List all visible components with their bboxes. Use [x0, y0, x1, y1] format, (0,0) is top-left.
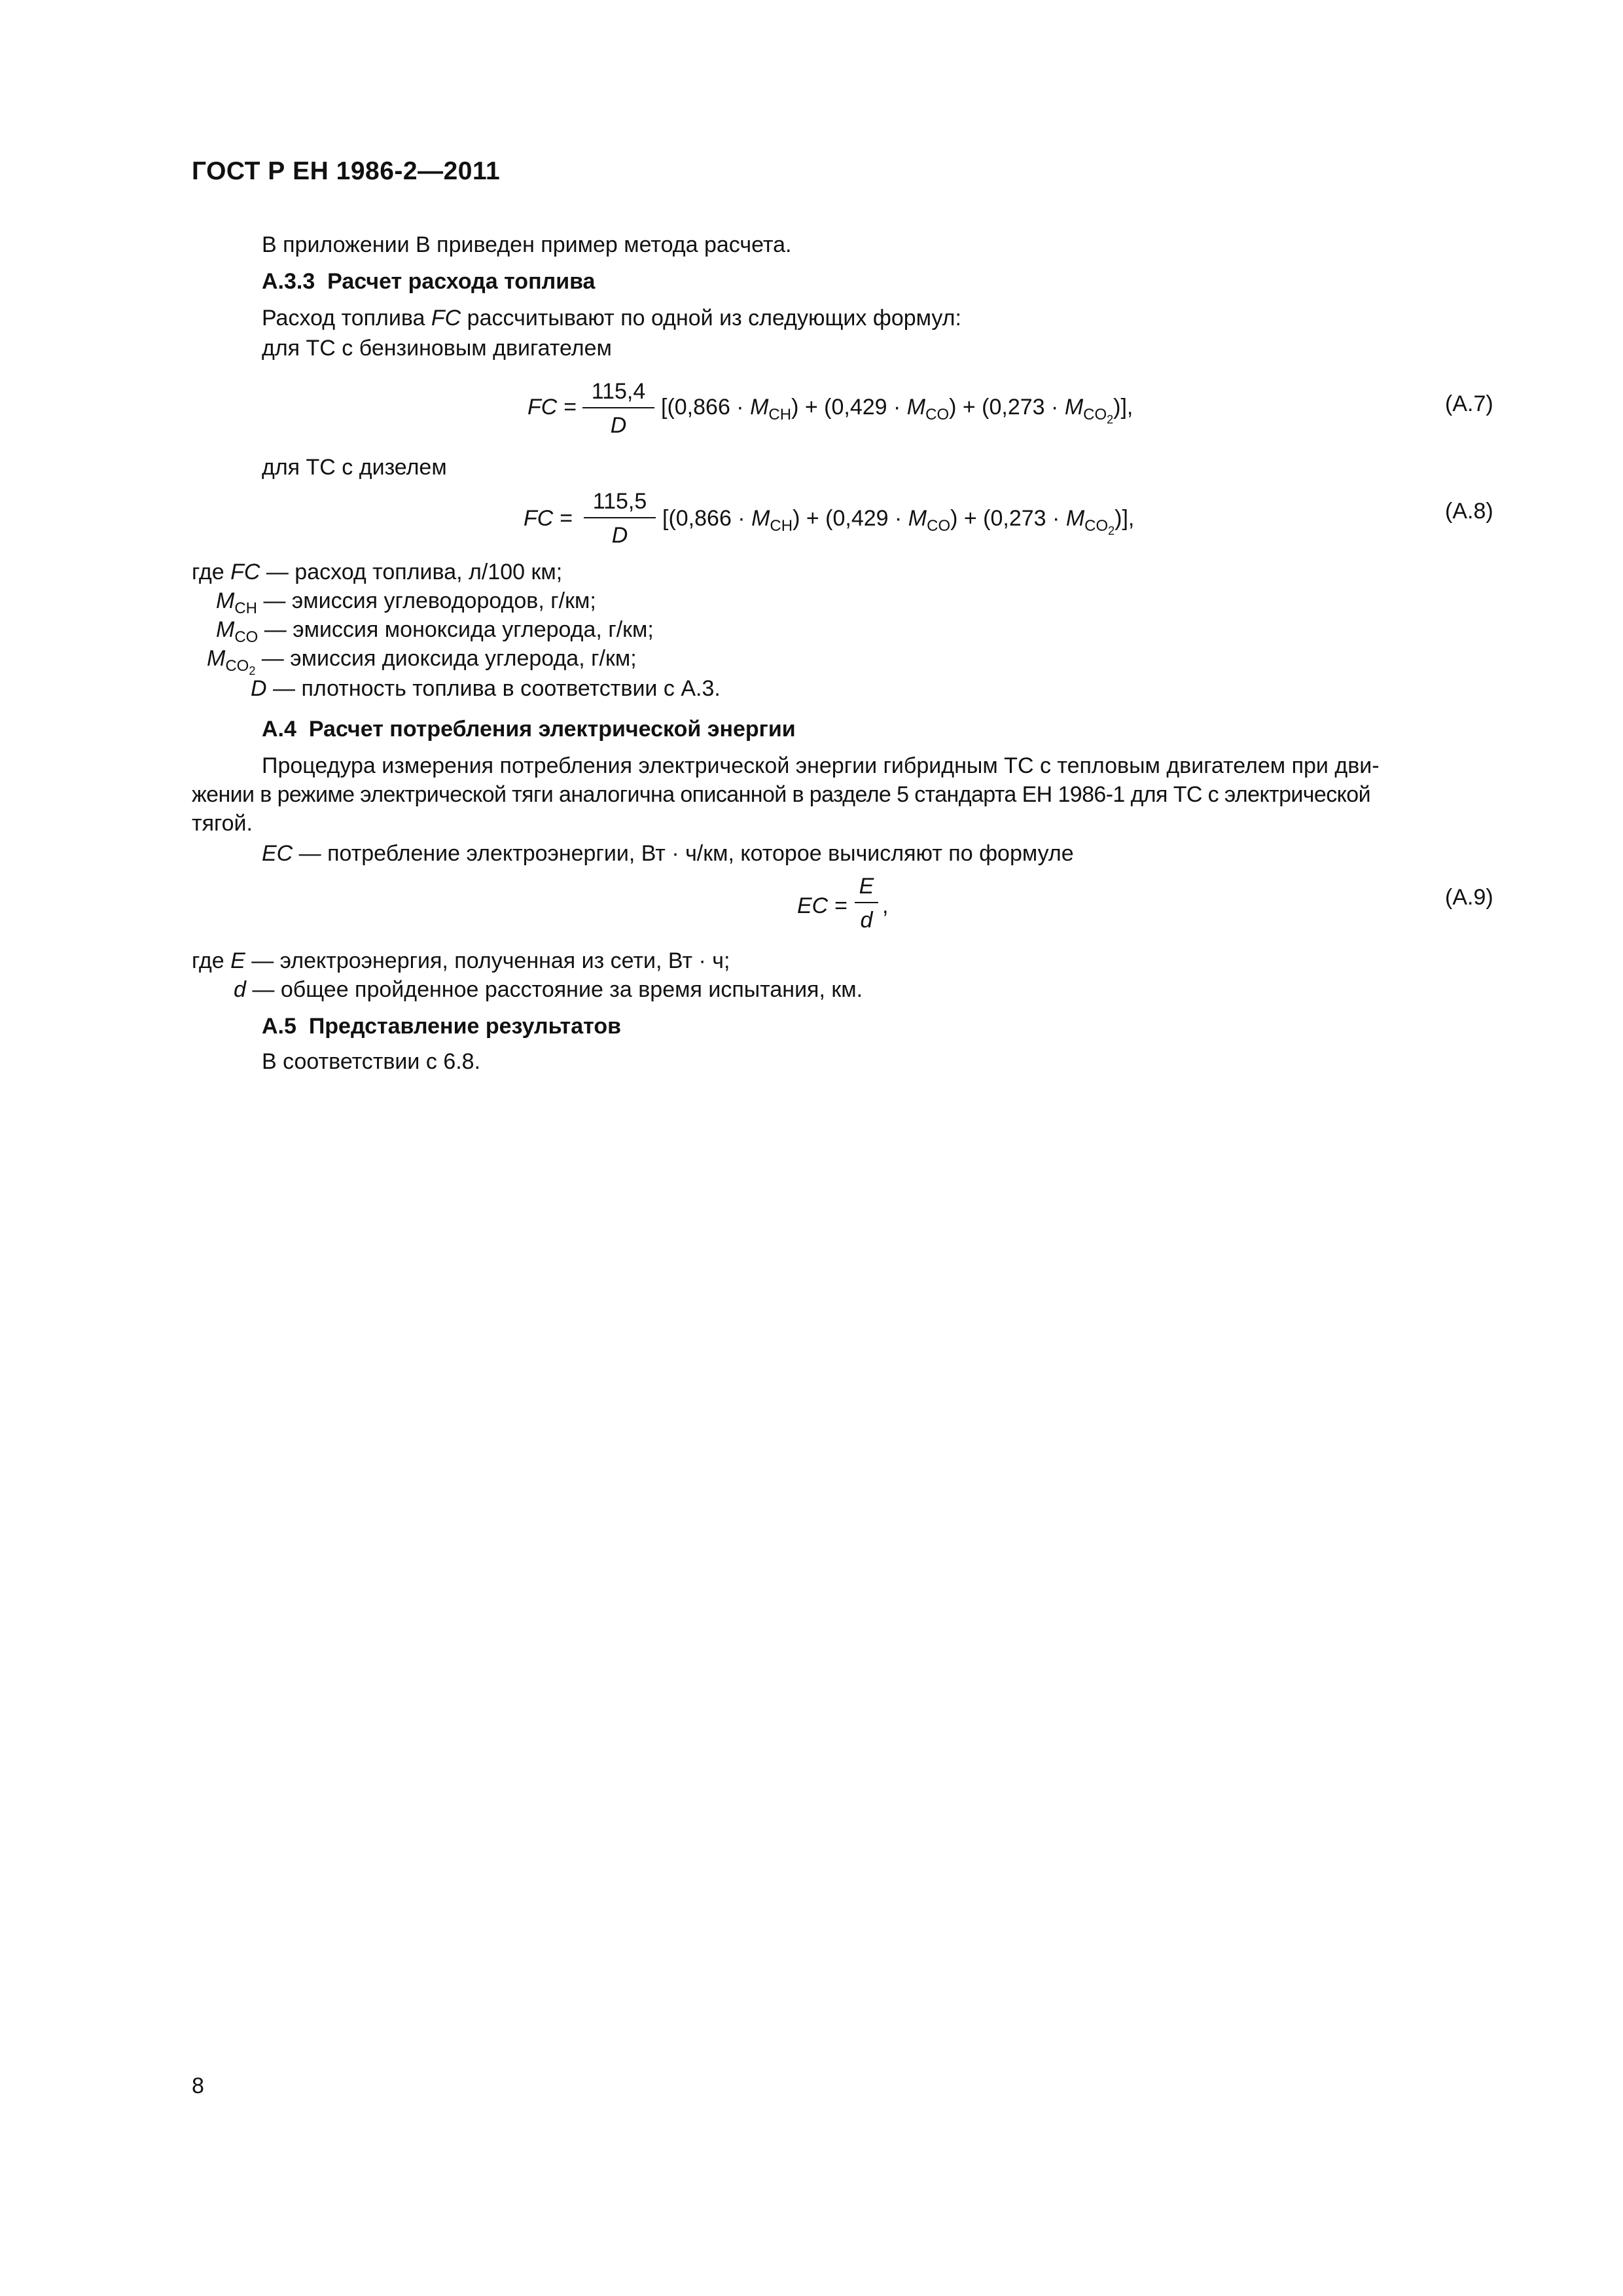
- section-title: Расчет расхода топлива: [327, 269, 596, 294]
- legend-mch: $M_{CH}$ — эмиссия углеводородов, г/км;: [216, 588, 596, 617]
- a5-text: В соответствии с 6.8.: [262, 1049, 481, 1074]
- a4-paragraph-line2: жении в режиме электрической тяги аналогична описанной в разделе 5 стандарта ЕН 1986-1 для ТС с электрической: [192, 782, 1370, 807]
- section-number: А.5: [262, 1014, 296, 1039]
- formula-fraction: E d: [855, 873, 878, 933]
- section-number: А.3.3: [262, 269, 315, 294]
- legend-mco2: $M_{CO_2}$ — эмиссия диоксида углерода, г/км;: [207, 646, 637, 677]
- formula-fraction: 115,5 D: [584, 488, 656, 548]
- formula-lhs: FC =: [524, 506, 573, 531]
- formula-trail: ,: [882, 893, 889, 918]
- section-title: Расчет потребления электрической энергии: [308, 717, 796, 742]
- formula-fraction: 115,4 D: [582, 378, 654, 439]
- equation-number: (А.7): [1445, 391, 1493, 416]
- formula-lhs: EC =: [797, 893, 847, 918]
- petrol-label: для ТС с бензиновым двигателем: [262, 336, 612, 361]
- ec-definition-line: EC — потребление электроэнергии, Вт · ч/км, которое вычисляют по формуле: [262, 841, 1074, 866]
- legend-e: где E — электроэнергия, полученная из сети, Вт · ч;: [192, 948, 730, 973]
- a4-paragraph-line3: тягой.: [192, 811, 253, 836]
- legend-fc: где FC — расход топлива, л/100 км;: [192, 560, 563, 584]
- a4-paragraph-line1: Процедура измерения потребления электрической энергии гибридным ТС с тепловым двигателем при дви-: [262, 753, 1380, 778]
- diesel-label: для ТС с дизелем: [262, 455, 447, 480]
- legend-d: D — плотность топлива в соответствии с А.3.: [251, 676, 721, 701]
- document-header: ГОСТ Р ЕН 1986-2—2011: [192, 157, 501, 185]
- section-a33-heading: [262, 267, 595, 296]
- section-title: Представление результатов: [308, 1014, 621, 1039]
- fuel-intro-line: Расход топлива FC рассчитывают по одной из следующих формул:: [262, 306, 961, 331]
- legend-mco: $M_{CO}$ — эмиссия моноксида углерода, г/км;: [216, 617, 654, 646]
- formula-rhs: $[(0,866 \cdot M_{CH}) + (0,429 \cdot M_{CO}) + (0,273 \cdot M_{CO_2})]$,: [661, 395, 1133, 426]
- section-a5-heading: [262, 1012, 621, 1041]
- intro-line: В приложении В приведен пример метода расчета.: [262, 232, 792, 257]
- section-number: А.4: [262, 717, 296, 742]
- equation-number: (А.8): [1445, 499, 1493, 524]
- formula-rhs: $[(0,866 \cdot M_{CH}) + (0,429 \cdot M_{CO}) + (0,273 \cdot M_{CO_2})]$,: [662, 506, 1135, 537]
- legend-d-distance: d — общее пройденное расстояние за время испытания, км.: [234, 977, 863, 1002]
- page-number: 8: [192, 2073, 204, 2098]
- section-a4-heading: [262, 715, 796, 744]
- equation-number: (А.9): [1445, 885, 1493, 910]
- formula-lhs: FC =: [527, 395, 577, 420]
